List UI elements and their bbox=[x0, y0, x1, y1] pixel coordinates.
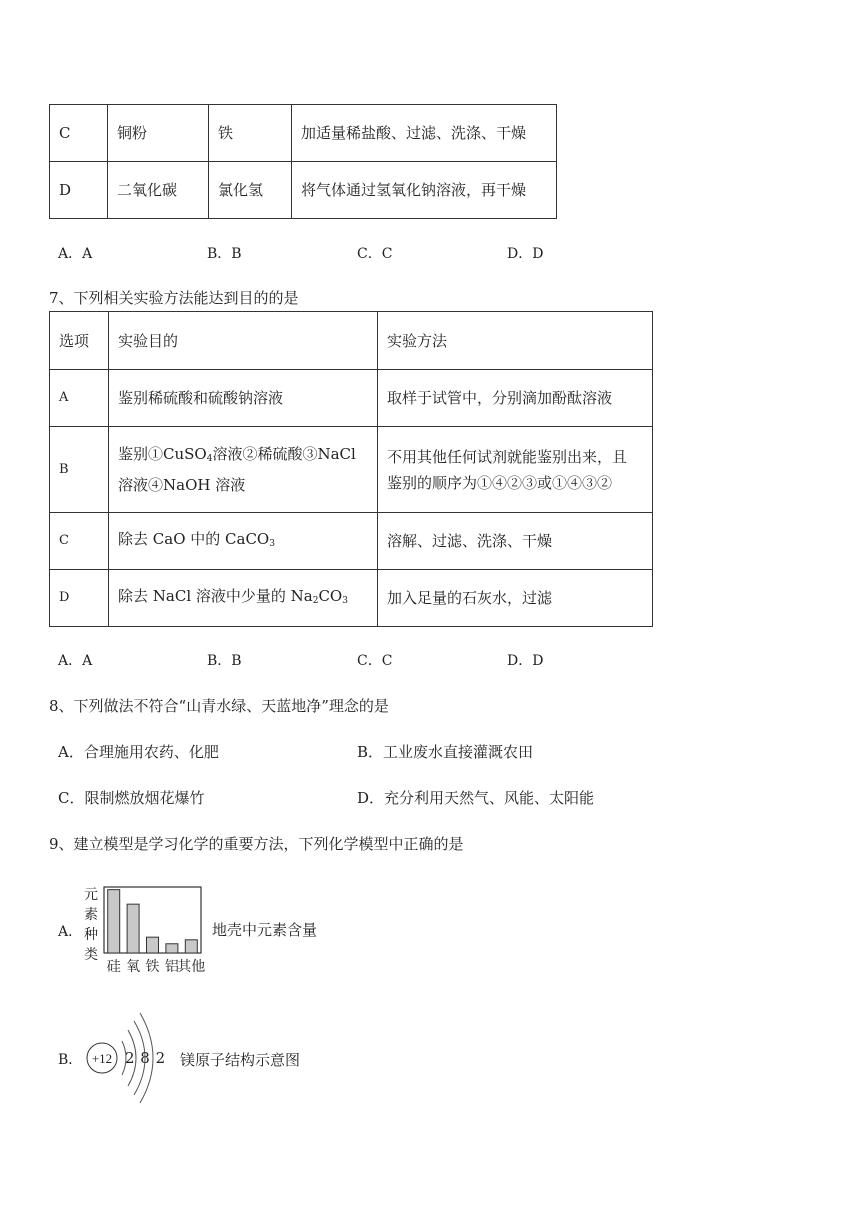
method-text: 鉴别的顺序为①④②③或①④③② bbox=[387, 473, 613, 492]
goal-cell: 鉴别稀硫酸和硫酸钠溶液 bbox=[109, 370, 378, 427]
table-row bbox=[50, 105, 557, 162]
option-cell: A bbox=[50, 370, 109, 427]
category-label: 其他 bbox=[177, 959, 206, 975]
q6-table bbox=[49, 104, 557, 219]
impurity-cell: 铁 bbox=[209, 105, 292, 162]
method-text: 不用其他任何试剂就能鉴别出来，且 bbox=[387, 447, 628, 466]
answer-c[interactable]: C．C bbox=[357, 653, 393, 669]
goal-text: 除去 NaCl 溶液中少量的 Na bbox=[118, 586, 313, 605]
q8-stem: 8、下列做法不符合“山青水绿、天蓝地净”理念的是 bbox=[49, 697, 389, 715]
header-goal: 实验目的 bbox=[109, 312, 378, 370]
y-axis-label-char: 素 bbox=[84, 907, 98, 923]
substance-cell: 铜粉 bbox=[108, 105, 209, 162]
method-cell: 溶解、过滤、洗涤、干燥 bbox=[378, 513, 653, 570]
q9-option-a-caption: 地壳中元素含量 bbox=[212, 921, 318, 939]
table-row bbox=[50, 570, 653, 627]
header-method: 实验方法 bbox=[378, 312, 653, 370]
table-row bbox=[50, 162, 557, 219]
table-row bbox=[50, 513, 653, 570]
electron-counts: 2 8 2 bbox=[125, 1049, 166, 1067]
answer-d[interactable]: D．D bbox=[507, 246, 544, 262]
subscript: 3 bbox=[269, 538, 275, 549]
substance-cell: 二氧化碳 bbox=[108, 162, 209, 219]
q8-option-d[interactable]: D．充分利用天然气、风能、太阳能 bbox=[357, 789, 595, 807]
impurity-cell: 氯化氢 bbox=[209, 162, 292, 219]
q8-option-c[interactable]: C．限制燃放烟花爆竹 bbox=[58, 789, 205, 807]
header-option: 选项 bbox=[50, 312, 109, 370]
q7-stem: 7、下列相关实验方法能达到目的的是 bbox=[49, 289, 299, 307]
y-axis-label-char: 元 bbox=[84, 887, 98, 903]
q7-table bbox=[49, 311, 653, 627]
q9-option-a-label[interactable]: A． bbox=[58, 924, 83, 940]
category-label: 铁 bbox=[145, 959, 160, 975]
q9-option-b-label[interactable]: B． bbox=[58, 1052, 83, 1068]
method-cell: 将气体通过氢氧化钠溶液，再干燥 bbox=[292, 162, 557, 219]
q8-option-b[interactable]: B．工业废水直接灌溉农田 bbox=[357, 743, 534, 761]
bar-铝 bbox=[166, 944, 178, 953]
subscript: 3 bbox=[342, 595, 348, 606]
bar-硅 bbox=[108, 890, 120, 953]
option-cell: B bbox=[50, 427, 109, 513]
bar-铁 bbox=[147, 937, 159, 953]
bar-其他 bbox=[185, 940, 197, 953]
y-axis-label-char: 种 bbox=[84, 927, 98, 943]
goal-cell bbox=[109, 513, 378, 570]
method-cell: 取样于试管中，分别滴加酚酞溶液 bbox=[378, 370, 653, 427]
answer-a[interactable]: A．A bbox=[58, 653, 93, 669]
option-cell: C bbox=[50, 513, 109, 570]
q9-option-b-caption: 镁原子结构示意图 bbox=[180, 1051, 301, 1069]
answer-c[interactable]: C．C bbox=[357, 246, 393, 262]
y-axis-label-char: 类 bbox=[84, 947, 98, 963]
subscript: 4 bbox=[206, 454, 213, 464]
method-cell: 加入足量的石灰水，过滤 bbox=[378, 570, 653, 627]
element-content-chart bbox=[82, 883, 212, 981]
bar-chart bbox=[82, 883, 212, 977]
method-cell bbox=[378, 427, 653, 513]
goal-cell bbox=[109, 427, 378, 513]
goal-text: 除去 CaO 中的 CaCO bbox=[118, 529, 270, 548]
table-row bbox=[50, 312, 653, 370]
goal-text: 鉴别①CuSO bbox=[118, 445, 207, 463]
category-label: 硅 bbox=[106, 959, 121, 975]
goal-text: 溶液②稀硫酸③NaCl bbox=[212, 445, 356, 463]
nucleus-charge: +12 bbox=[91, 1051, 113, 1066]
goal-text: 溶液④NaOH 溶液 bbox=[118, 476, 246, 494]
option-cell: D bbox=[50, 162, 108, 219]
goal-text: CO bbox=[318, 586, 343, 605]
category-label: 铝 bbox=[164, 959, 179, 975]
answer-a[interactable]: A．A bbox=[58, 246, 93, 262]
category-label: 氧 bbox=[126, 959, 141, 975]
q8-option-a[interactable]: A．合理施用农药、化肥 bbox=[58, 743, 219, 761]
bar-氧 bbox=[127, 904, 139, 953]
answer-b[interactable]: B．B bbox=[207, 653, 242, 669]
subscript: 2 bbox=[312, 595, 319, 606]
answer-d[interactable]: D．D bbox=[507, 653, 544, 669]
method-cell: 加适量稀盐酸、过滤、洗涤、干燥 bbox=[292, 105, 557, 162]
answer-b[interactable]: B．B bbox=[207, 246, 242, 262]
q9-stem: 9、建立模型是学习化学的重要方法，下列化学模型中正确的是 bbox=[49, 835, 464, 853]
table-row bbox=[50, 427, 653, 513]
goal-cell bbox=[109, 570, 378, 627]
option-cell: D bbox=[50, 570, 109, 627]
option-cell: C bbox=[50, 105, 108, 162]
table-row bbox=[50, 370, 653, 427]
